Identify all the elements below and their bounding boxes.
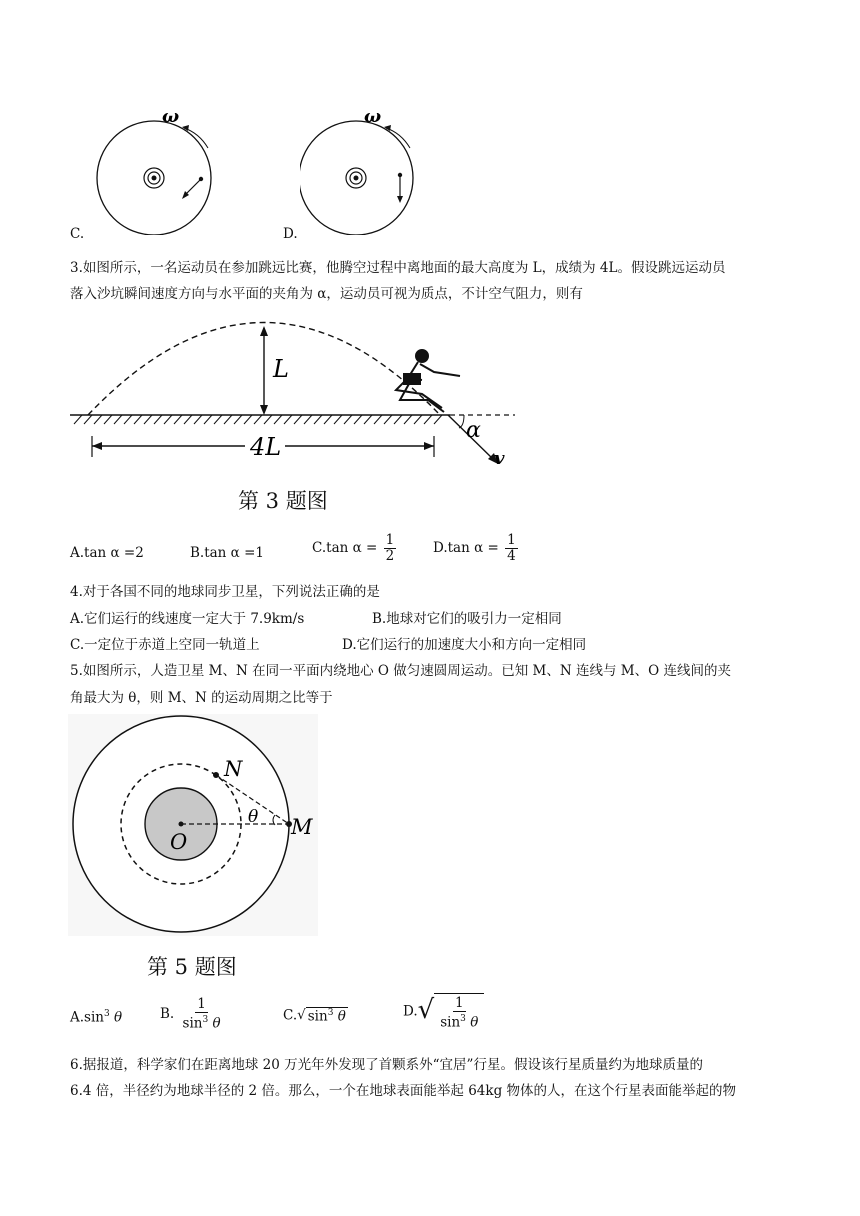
svg-text:v: v (494, 448, 505, 469)
q2-figure-d (300, 100, 440, 235)
q5-option-b-fraction: $\frac{1}{\sin^3 \theta}$ (182, 996, 221, 1032)
q5-option-d[interactable]: D. √ $\frac{1}{\sin^3 \theta}$ (403, 993, 484, 1031)
q5-stem-line2: 角最大为 θ，则 M、N 的运动周期之比等于 (70, 690, 333, 706)
q3-option-c[interactable] (312, 533, 398, 564)
q5-figure-caption: 第 5 题图 (147, 955, 237, 979)
q6-stem-line1: 6.据报道，科学家们在距离地球 20 万光年外发现了首颗系外“宜居”行星。假设该行星质量约为地球质量的 (70, 1057, 703, 1073)
q5-option-c-sqrt: √ $\sin^3 \theta$ (297, 1007, 346, 1025)
svg-text:ω: ω (162, 106, 180, 127)
q4-option-b[interactable]: B.地球对它们的吸引力一定相同 (372, 611, 562, 627)
q4-option-a[interactable]: A.它们运行的线速度一定大于 7.9km/s (70, 611, 305, 627)
q2-figure-c (84, 100, 224, 235)
satellite-orbit-diagram (68, 714, 318, 936)
q5-figure (68, 714, 318, 936)
q6-stem-line2: 6.4 倍，半径约为地球半径的 2 倍。那么，一个在地球表面能举起 64kg 物体的人，在这个行星表面能举起的物 (70, 1083, 737, 1099)
q3-option-c-prefix: C.tan α = (312, 540, 378, 556)
svg-text:N: N (224, 757, 243, 781)
svg-text:ω: ω (364, 106, 382, 127)
svg-text:O: O (170, 830, 188, 854)
q3-option-d-prefix: D.tan α = (433, 540, 499, 556)
q5-option-b[interactable]: B. $\frac{1}{\sin^3 \theta}$ (160, 996, 221, 1032)
svg-text:M: M (291, 815, 313, 839)
q5-stem-line1: 5.如图所示，人造卫星 M、N 在同一平面内绕地心 O 做匀速圆周运动。已知 M、N 连线与 M、O 连线间的夹 (70, 663, 731, 679)
svg-text:θ: θ (248, 807, 259, 827)
q3-figure-caption: 第 3 题图 (238, 489, 328, 513)
q4-option-d[interactable]: D.它们运行的加速度大小和方向一定相同 (342, 637, 587, 653)
q3-option-a[interactable]: A.tan α =2 (70, 545, 144, 561)
svg-text:4L: 4L (250, 433, 282, 461)
q3-stem-line2: 落入沙坑瞬间速度方向与水平面的夹角为 α，运动员可视为质点，不计空气阻力，则有 (70, 286, 583, 302)
q3-option-d-fraction: $\frac{1}{4}$ (507, 532, 516, 564)
long-jump-diagram (70, 312, 515, 477)
disk-d-diagram (300, 100, 440, 235)
disk-c-diagram (84, 100, 224, 235)
q3-option-b[interactable]: B.tan α =1 (190, 545, 264, 561)
svg-text:L: L (273, 355, 289, 383)
q3-figure (70, 312, 515, 477)
q5-option-c[interactable]: C. √ $\sin^3 \theta$ (283, 1007, 346, 1025)
option-d-label: D. (283, 226, 298, 242)
q4-option-c[interactable]: C.一定位于赤道上空同一轨道上 (70, 637, 260, 653)
option-c-label: C. (70, 226, 85, 242)
q5-option-a[interactable]: $A.\sin^3$ θ (70, 1009, 123, 1026)
q3-option-c-fraction: $\frac{1}{2}$ (385, 532, 395, 564)
svg-text:α: α (466, 418, 481, 443)
q4-stem: 4.对于各国不同的地球同步卫星，下列说法正确的是 (70, 584, 380, 600)
q5-option-d-sqrt: √ $\frac{1}{\sin^3 \theta}$ (418, 993, 485, 1031)
q3-stem-line1: 3.如图所示，一名运动员在参加跳远比赛，他腾空过程中离地面的最大高度为 L，成绩为 4L。假设跳远运动员 (70, 260, 726, 276)
q3-option-d[interactable] (433, 533, 520, 564)
